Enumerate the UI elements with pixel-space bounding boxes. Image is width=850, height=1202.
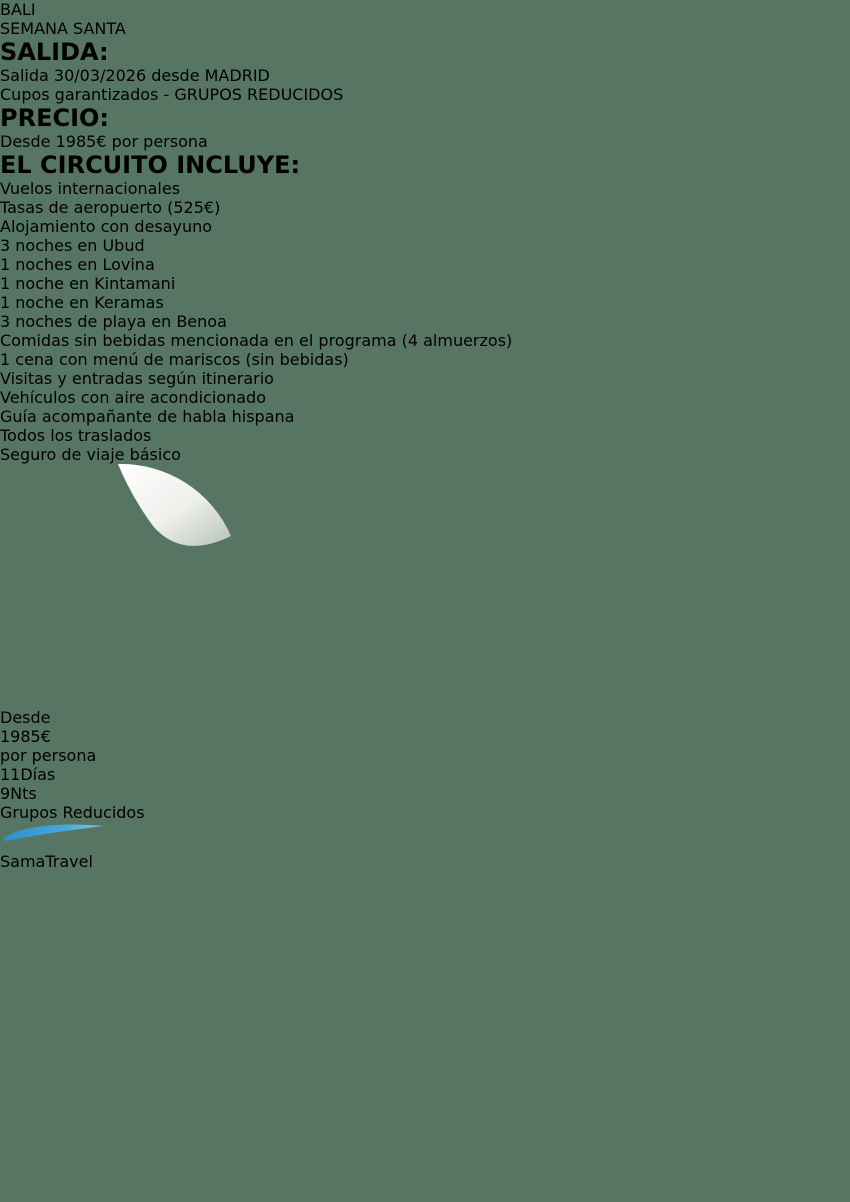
agency-logo-label: SamaTravel — [0, 852, 93, 871]
folded-corner — [0, 464, 240, 704]
sunset-sky — [500, 0, 850, 1202]
list-item-text: Visitas y entradas según itinerario — [0, 369, 274, 388]
list-item-text: Todos los traslados — [0, 426, 152, 445]
list-item-text: Tasas de aeropuerto (525€) — [0, 198, 221, 217]
price-suffix: por persona — [0, 746, 97, 765]
list-item-text: 3 noches en Ubud — [0, 236, 145, 255]
list-item-text: Seguro de viaje básico — [0, 445, 181, 464]
list-item-text: 1 noches en Lovina — [0, 255, 155, 274]
volcano-photo — [500, 0, 850, 1202]
section-heading: EL CIRCUITO INCLUYE: — [0, 151, 301, 179]
list-item-text: 3 noches de playa en Benoa — [0, 312, 227, 331]
list-item-text: 1 noche en Keramas — [0, 293, 164, 312]
list-item-text: Guía acompañante de habla hispana — [0, 407, 295, 426]
list-item-text: Cupos garantizados - GRUPOS REDUCIDOS — [0, 85, 344, 104]
page-title: BALI — [0, 0, 36, 19]
section-heading: PRECIO: — [0, 104, 110, 132]
price-prefix: Desde — [0, 708, 51, 727]
list-item-text: Alojamiento con desayuno — [0, 217, 213, 236]
price-value: 1985€ — [0, 727, 51, 746]
stat-groups-label: Grupos Reducidos — [0, 803, 145, 822]
logo-swoosh-icon — [0, 822, 110, 848]
list-item-text: 1 noche en Kintamani — [0, 274, 176, 293]
stat-days-label: 11Días — [0, 765, 56, 784]
list-item-text: 1 cena con menú de mariscos (sin bebidas) — [0, 350, 349, 369]
section-heading: SALIDA: — [0, 38, 109, 66]
list-item-text: Vehículos con aire acondicionado — [0, 388, 266, 407]
subtitle-banner-label: SEMANA SANTA — [0, 19, 126, 38]
stat-nights-label: 9Nts — [0, 784, 37, 803]
list-item-text: Comidas sin bebidas mencionada en el programa (4 almuerzos) — [0, 331, 513, 350]
list-item-text: Vuelos internacionales — [0, 179, 181, 198]
list-item-text: Salida 30/03/2026 desde MADRID — [0, 66, 270, 85]
list-item-text: Desde 1985€ por persona — [0, 132, 208, 151]
